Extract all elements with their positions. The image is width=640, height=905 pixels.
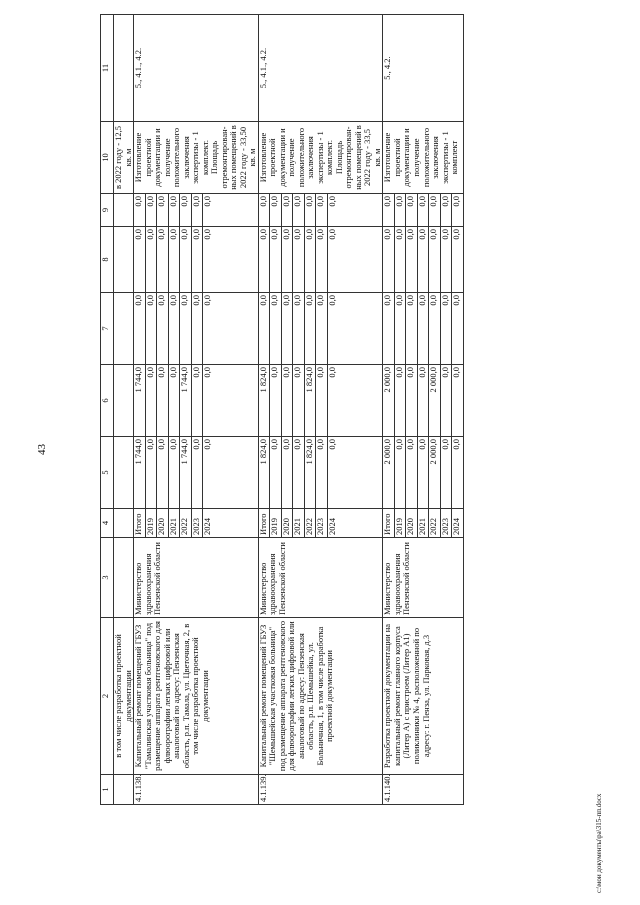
row-years-value: 2024 [451,518,462,535]
file-path-footer: c:\мои документы\ра\315-пп.docx [595,793,603,893]
row-c9 [383,194,464,227]
row-c6-value: 1 824,0 [259,365,271,436]
page-number: 43 [36,444,48,455]
row-c7 [383,293,464,365]
header-row [101,15,114,805]
column-header: 1 [101,775,114,805]
program-table [100,14,464,805]
row-c5-value: 1 744,0 [180,437,192,508]
row-c7-value: 0,0 [282,293,294,364]
row-c9-value: 0,0 [202,196,213,207]
row-c9-value: 0,0 [169,194,181,226]
row-c7-value: 0,0 [305,293,317,364]
row-c6-value: 0,0 [169,365,181,436]
row-c9-value: 0,0 [395,194,407,226]
row-c9-value: 0,0 [192,194,204,226]
row-c9-value: 0,0 [270,194,282,226]
row-number: 4.1.140. [383,775,464,805]
row-c6 [383,365,464,437]
row-c9 [258,194,383,227]
row-c7-value: 0,0 [326,295,337,306]
row-years-value: 2021 [169,509,181,537]
row-c6-value: 0,0 [451,367,462,378]
column-header: 7 [101,293,114,365]
row-c8-value: 0,0 [305,227,317,292]
row-c9-value: 0,0 [134,194,146,226]
row-c9-value: 0,0 [418,194,430,226]
row-c5-value: 0,0 [326,439,337,450]
row-c9-value: 0,0 [441,194,453,226]
row-c8-value: 0,0 [282,227,294,292]
row-c7-value: 0,0 [192,293,204,364]
column-header: 2 [101,618,114,775]
row-years-value: 2023 [316,509,328,537]
row-executor: Министерство здравоохранения Пензенской области [258,538,383,618]
row-c8-value: 0,0 [395,227,407,292]
row-years-value: Итого [259,509,271,537]
row-years-value: 2023 [441,509,453,537]
row-c5-value: 0,0 [441,437,453,508]
row-c9-value: 0,0 [259,194,271,226]
column-header: 4 [101,509,114,538]
row-c9-value: 0,0 [146,194,158,226]
row-years-value: 2019 [270,509,282,537]
row-c7-value: 0,0 [202,295,213,306]
row-years-value: 2024 [326,518,337,535]
column-header: 10 [101,122,114,194]
row-c7-value: 0,0 [134,293,146,364]
row-c8-value: 0,0 [451,229,462,240]
row-indicator: Изготовление проектной документации и получение положительного заключения экспертизы - 1 комплект. Площадь отремонтирован-ных помещений в 2022 году - 33,50 кв. м [134,122,259,194]
row-c7-value: 0,0 [429,293,441,364]
row-c9-value: 0,0 [326,196,337,207]
row-c6-value: 0,0 [316,365,328,436]
row-years-value: 2022 [180,509,192,537]
row-years-value: Итого [383,509,395,537]
row-years [134,509,259,538]
row-years-value: 2024 [202,518,213,535]
row-years-value: Итого [134,509,146,537]
row-c6 [258,365,383,437]
row-years-value: 2022 [305,509,317,537]
row-c9-value: 0,0 [451,196,462,207]
row-c5-value: 0,0 [418,437,430,508]
row-c6-value: 1 744,0 [180,365,192,436]
column-header: 11 [101,15,114,122]
row-c7-value: 0,0 [316,293,328,364]
row-c5-value: 0,0 [395,437,407,508]
row-c5-value: 2 000,0 [429,437,441,508]
row-c9-value: 0,0 [180,194,192,226]
row-c5-value: 1 824,0 [259,437,271,508]
row-c8-value: 0,0 [326,229,337,240]
row-c5-value: 0,0 [451,439,462,450]
row-number: 4.1.139. [258,775,383,805]
row-name: Разработка проектной документации на капитальный ремонт главного корпуса (Литер А) с пристроем (Литер А1) поликлиники № 4, расположенной по адресу: г. Пенза, ул. Парковая, д.3 [383,618,464,775]
row-c7 [134,293,259,365]
row-name: Капитальный ремонт помещений ГБУЗ "Тамалинская участковая больница" под размещение аппарата рентгеновского для флюорографии легких цифровой или аналоговый по адресу: Пензенская область, р.п. Тамала, ул. Цветочная, 2, в том числе разработка проектной документации [134,618,259,775]
row-c7-value: 0,0 [157,293,169,364]
row-c5-value: 1 824,0 [305,437,317,508]
row-c7-value: 0,0 [383,293,395,364]
carryover-indicator: в 2022 году - 12,5 кв. м [114,122,134,194]
row-c8 [134,227,259,293]
row-years-value: 2022 [429,509,441,537]
row-c5-value: 0,0 [406,437,418,508]
row-executor: Министерство здравоохранения Пензенской области [134,538,259,618]
row-link: 5., 4.1., 4.2. [134,15,259,122]
row-c9-value: 0,0 [293,194,305,226]
row-c5-value: 0,0 [146,437,158,508]
column-header: 3 [101,538,114,618]
row-c8-value: 0,0 [259,227,271,292]
row-executor: Министерство здравоохранения Пензенской области [383,538,464,618]
row-c5-value: 1 744,0 [134,437,146,508]
row-c8-value: 0,0 [146,227,158,292]
carryover-name: в том числе разработка проектной документации [114,618,134,775]
row-c6-value: 0,0 [441,365,453,436]
row-indicator: Изготовление проектной документации и получение положительного заключения экспертизы - 1 комплект [383,122,464,194]
row-c5-value: 0,0 [192,437,204,508]
row-c8-value: 0,0 [270,227,282,292]
table-row [134,15,259,805]
row-c7-value: 0,0 [169,293,181,364]
row-years-value: 2021 [293,509,305,537]
row-c7-value: 0,0 [451,295,462,306]
row-c6-value: 2 000,0 [383,365,395,436]
row-c7-value: 0,0 [270,293,282,364]
row-years-value: 2020 [282,509,294,537]
row-c6-value: 0,0 [157,365,169,436]
row-c7-value: 0,0 [441,293,453,364]
row-c6-value: 0,0 [293,365,305,436]
row-c7-value: 0,0 [180,293,192,364]
row-c8-value: 0,0 [418,227,430,292]
row-c6-value: 2 000,0 [429,365,441,436]
row-c6-value: 0,0 [270,365,282,436]
row-c5 [258,437,383,509]
row-link: 5., 4.1., 4.2. [258,15,383,122]
row-c6-value: 1 744,0 [134,365,146,436]
row-c6 [134,365,259,437]
row-c8-value: 0,0 [169,227,181,292]
carryover-row [114,15,134,805]
row-years-value: 2019 [395,509,407,537]
row-c9 [134,194,259,227]
row-c5-value: 2 000,0 [383,437,395,508]
row-c5-value: 0,0 [316,437,328,508]
row-c7-value: 0,0 [146,293,158,364]
row-c5-value: 0,0 [270,437,282,508]
row-c6-value: 0,0 [202,367,213,378]
row-c6-value: 0,0 [406,365,418,436]
row-c5-value: 0,0 [169,437,181,508]
row-c8-value: 0,0 [316,227,328,292]
row-c6-value: 0,0 [326,367,337,378]
column-header: 6 [101,365,114,437]
column-header: 9 [101,194,114,227]
row-years [383,509,464,538]
row-c7-value: 0,0 [293,293,305,364]
row-c7-value: 0,0 [418,293,430,364]
row-c7-value: 0,0 [406,293,418,364]
row-c5-value: 0,0 [282,437,294,508]
row-c8-value: 0,0 [383,227,395,292]
table-row [258,15,383,805]
row-c6-value: 0,0 [146,365,158,436]
row-c5 [134,437,259,509]
row-c6-value: 0,0 [395,365,407,436]
row-c8-value: 0,0 [202,229,213,240]
row-c7-value: 0,0 [395,293,407,364]
row-c8-value: 0,0 [441,227,453,292]
row-c7-value: 0,0 [259,293,271,364]
row-c9-value: 0,0 [406,194,418,226]
row-c5 [383,437,464,509]
row-c6-value: 0,0 [192,365,204,436]
row-name: Капитальный ремонт помещений ГБУЗ "Шемышейская участковая больница" под размещение аппарата рентгеновского для флюорографии легких цифровой или аналоговый по адресу: Пензенская область, р.п. Шемышейка, ул. Больничная, 1, в том числе разработка проектной документации [258,618,383,775]
row-c5-value: 0,0 [293,437,305,508]
row-c8 [383,227,464,293]
row-years-value: 2020 [157,509,169,537]
row-c8 [258,227,383,293]
row-years-value: 2023 [192,509,204,537]
row-c9-value: 0,0 [429,194,441,226]
row-c6-value: 0,0 [282,365,294,436]
row-c8-value: 0,0 [293,227,305,292]
row-c8-value: 0,0 [192,227,204,292]
row-link: 5., 4.2. [383,15,464,122]
row-c9-value: 0,0 [383,194,395,226]
column-header: 8 [101,227,114,293]
row-years [258,509,383,538]
row-years-value: 2021 [418,509,430,537]
row-c8-value: 0,0 [180,227,192,292]
row-c7 [258,293,383,365]
row-c6-value: 1 824,0 [305,365,317,436]
column-header: 5 [101,437,114,509]
row-c8-value: 0,0 [406,227,418,292]
row-years-value: 2020 [406,509,418,537]
row-c6-value: 0,0 [418,365,430,436]
row-indicator: Изготовление проектной документации и получение положительного заключения экспертизы - 1 комплект. Площадь отремонтирован-ных помещений в 2022 году - 33,5 кв. м [258,122,383,194]
row-c8-value: 0,0 [429,227,441,292]
row-c5-value: 0,0 [157,437,169,508]
table-row [383,15,464,805]
row-c9-value: 0,0 [282,194,294,226]
row-number: 4.1.138. [134,775,259,805]
row-c8-value: 0,0 [134,227,146,292]
row-c8-value: 0,0 [157,227,169,292]
row-years-value: 2019 [146,509,158,537]
row-c9-value: 0,0 [316,194,328,226]
row-c5-value: 0,0 [202,439,213,450]
row-c9-value: 0,0 [305,194,317,226]
row-c9-value: 0,0 [157,194,169,226]
rotated-table-container [100,15,640,805]
